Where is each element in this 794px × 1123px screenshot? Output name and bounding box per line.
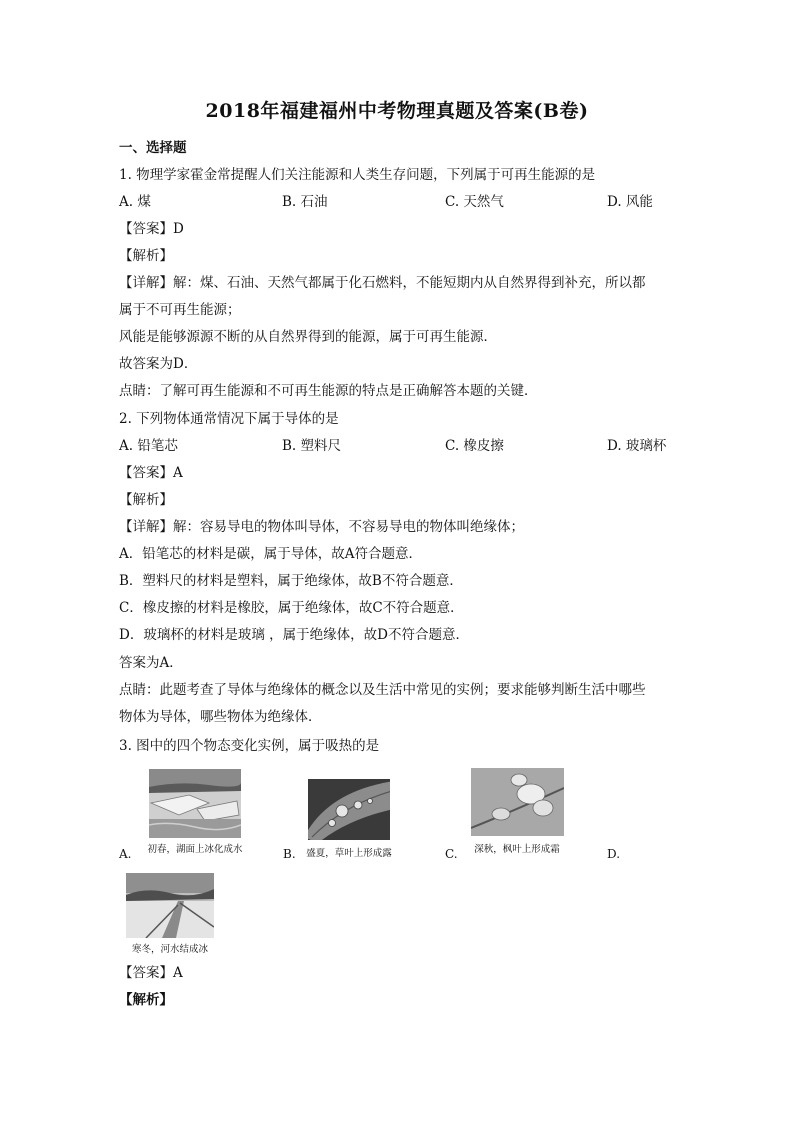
caption-d: 寒冬，河水结成冰 (131, 944, 208, 955)
caption-a: 初春，湖面上冰化成水 (147, 844, 243, 855)
q2-stem: 2. 下列物体通常情况下属于导体的是 (119, 411, 339, 427)
q1-conclusion: 故答案为D． (119, 356, 198, 372)
q3-label-a: A. (119, 847, 132, 861)
q1-option-a: A. 煤 (119, 194, 151, 210)
photo-frost-leaves (471, 768, 564, 836)
q2-explanation-b: B．塑料尺的材料是塑料，属于绝缘体，故B不符合题意． (119, 573, 463, 589)
q1-tip: 点睛：了解可再生能源和不可再生能源的特点是正确解答本题的关键． (119, 383, 538, 399)
q1-detail-line-1: 【详解】解：煤、石油、天然气都属于化石燃料，不能短期内从自然界得到补充，所以都 (119, 275, 646, 291)
q2-option-a: A. 铅笔芯 (119, 438, 178, 454)
q1-answer: 【答案】D (119, 221, 184, 237)
caption-c: 深秋，枫叶上形成霜 (474, 844, 560, 855)
q2-option-c: C. 橡皮擦 (445, 438, 504, 454)
photo-frozen-river (126, 873, 214, 938)
q1-detail-line-2: 属于不可再生能源； (119, 302, 241, 318)
q2-explanation-a: A．铅笔芯的材料是碳，属于导体，故A符合题意． (119, 546, 422, 562)
q1-option-b: B. 石油 (282, 194, 328, 210)
q1-stem: 1. 物理学家霍金常提醒人们关注能源和人类生存问题，下列属于可再生能源的是 (119, 167, 596, 183)
q2-conclusion: 答案为A． (119, 655, 183, 671)
q1-option-c: C. 天然气 (445, 194, 504, 210)
q2-answer: 【答案】A (119, 465, 183, 481)
q3-label-d: D. (607, 847, 621, 861)
q2-option-b: B. 塑料尺 (282, 438, 342, 454)
q3-answer: 【答案】A (119, 965, 183, 981)
q2-tip-line-1: 点睛：此题考查了导体与绝缘体的概念以及生活中常见的实例；要求能够判断生活中哪些 (119, 682, 646, 698)
photo-ice-melting (149, 769, 241, 838)
q2-analysis: 【解析】 (119, 492, 173, 508)
page-title: 2018年福建福州中考物理真题及答案(B卷) (205, 100, 589, 122)
q2-explanation-d: D．玻璃杯的材料是玻璃 ，属于绝缘体，故D不符合题意． (119, 627, 469, 643)
photo-dew-drops (308, 779, 390, 840)
q3-label-c: C. (445, 847, 458, 861)
q1-detail-line-3: 风能是能够源源不断的从自然界得到的能源，属于可再生能源． (119, 329, 497, 345)
q3-label-b: B. (283, 847, 296, 861)
q3-analysis: 【解析】 (119, 992, 173, 1008)
q1-option-d: D. 风能 (607, 194, 653, 210)
q2-explanation-c: C．橡皮擦的材料是橡胶，属于绝缘体，故C不符合题意． (119, 600, 464, 616)
q2-detail: 【详解】解：容易导电的物体叫导体，不容易导电的物体叫绝缘体； (119, 519, 524, 535)
q2-tip-line-2: 物体为导体，哪些物体为绝缘体． (119, 709, 322, 725)
caption-b: 盛夏，草叶上形成露 (306, 848, 392, 859)
q1-analysis: 【解析】 (119, 248, 173, 264)
q2-option-d: D. 玻璃杯 (607, 438, 667, 454)
section-heading: 一、选择题 (119, 140, 187, 156)
q3-stem: 3. 图中的四个物态变化实例，属于吸热的是 (119, 738, 380, 754)
